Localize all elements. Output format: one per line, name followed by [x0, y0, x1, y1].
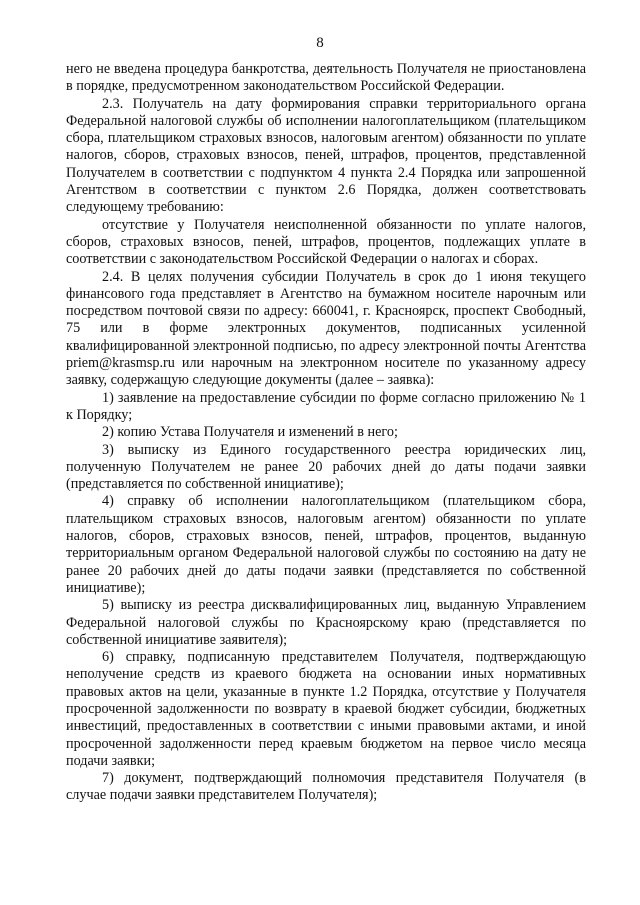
list-item-4: 4) справку об исполнении налогоплательщиком (плательщиком сбора, плательщиком страховых взносов, налоговым агентом) обязанности по уплате налогов, сборов, страховых взносов, пеней, штрафов, процентов, выданную территориальным органом Федеральной налоговой службы по состоянию на дату не ранее 20 рабочих дней до даты подачи заявки (представляется по собственной инициативе); — [66, 493, 586, 596]
list-item-7: 7) документ, подтверждающий полномочия представителя Получателя (в случае подачи заявки представителем Получателя); — [66, 770, 586, 804]
list-item-3: 3) выписку из Единого государственного реестра юридических лиц, полученную Получателем не ранее 20 рабочих дней до даты подачи заявки (представляется по собственной инициативе); — [66, 441, 586, 493]
paragraph-2-4: 2.4. В целях получения субсидии Получатель в срок до 1 июня текущего финансового года представляет в Агентство на бумажном носителе нарочным или посредством почтовой связи по адресу: 660041, г. Красноярск, проспект Свободный, 75 или в форме электронных документов, подписанных усиленной квалифицированной электронной подписью, по адресу электронной почты Агентства priem@krasmsp.ru или нарочным на электронном носителе по указанному адресу заявку, содержащую следующие документы (далее – заявка): — [66, 268, 586, 389]
paragraph-2-3: 2.3. Получатель на дату формирования справки территориального органа Федеральной налоговой службы об исполнении налогоплательщиком (плательщиком сбора, плательщиком страховых взносов, налоговым агентом) обязанности по уплате налогов, сборов, страховых взносов, пеней, штрафов, процентов, представленной Получателем в соответствии с подпунктом 4 пункта 2.4 Порядка или запрошенной Агентством в соответствии с пунктом 2.6 Порядка, должен соответствовать следующему требованию: — [66, 95, 586, 216]
page-number: 8 — [316, 35, 324, 51]
paragraph-requirement: отсутствие у Получателя неисполненной обязанности по уплате налогов, сборов, страховых взносов, пеней, штрафов, процентов, подлежащих уплате в соответствии с законодательством Российской Федерации о налогах и сборах. — [66, 216, 586, 268]
list-item-2: 2) копию Устава Получателя и изменений в него; — [102, 424, 398, 441]
document-body — [66, 61, 586, 805]
paragraph-continuation: него не введена процедура банкротства, деятельность Получателя не приостановлена в порядке, предусмотренном законодательством Российской Федерации. — [66, 61, 586, 95]
list-item-1: 1) заявление на предоставление субсидии по форме согласно приложению № 1 к Порядку; — [66, 389, 586, 423]
list-item-5: 5) выписку из реестра дисквалифицированных лиц, выданную Управлением Федеральной налоговой службы по Красноярскому краю (представляется по собственной инициативе заявителя); — [66, 597, 586, 648]
list-item-6: 6) справку, подписанную представителем Получателя, подтверждающую неполучение средств из краевого бюджета на основании иных нормативных правовых актов на цели, указанные в пункте 1.2 Порядка, отсутствие у Получателя просроченной задолженности по возврату в краевой бюджет субсидии, бюджетных инвестиций, предоставленных в соответствии с иными правовыми актами, и иной просроченной задолженности перед краевым бюджетом на первое число месяца подачи заявки; — [66, 649, 586, 769]
